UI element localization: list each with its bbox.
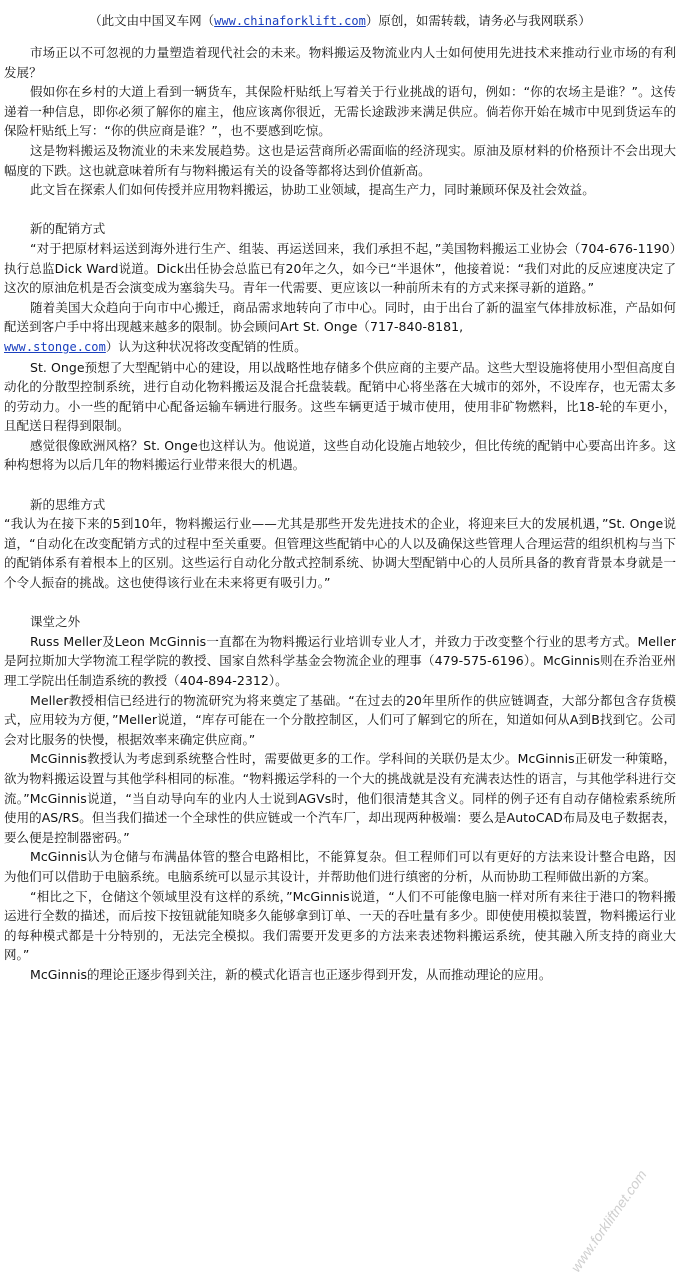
distribution-p2-after: ）认为这种状况将改变配销的性质。	[105, 338, 307, 354]
classroom-paragraph-1: Russ Meller及Leon McGinnis一直都在为物料搬运行业培训专业人才，并致力于改变整个行业的思考方式。Meller是阿拉斯加大学物流工程学院的教授、国家自然科学基金会物流企业的理事（479-575-6196）。McGinnis则在乔治亚州理工学院出任制造系统的教授（404-894-2312）。	[4, 633, 676, 688]
intro-paragraph-3: 这是物料搬运及物流业的未来发展趋势。这也是运营商所必需面临的经济现实。原油及原材料的价格预计不会出现大幅度的下跌。这也就意味着所有与物料搬运有关的设备等都将达到价值新高。	[4, 142, 676, 178]
section-heading-thinking: 新的思维方式	[30, 496, 106, 512]
intro-paragraph-2: 假如你在乡村的大道上看到一辆货车，其保险杆贴纸上写着关于行业挑战的语句，例如：“你的农场主是谁？”。这传递着一种信息，即你必须了解你的雇主，他应该离你很近，无需长途跋涉来满足供应。倘若你开始在城市中见到货运车的保险杆贴纸上写：“你的供应商是谁？”，也不要感到吃惊。	[4, 84, 676, 139]
classroom-paragraph-2: Meller教授相信已经进行的物流研究为将来奠定了基础。“在过去的20年里所作的供应链调查，大部分都包含存货模式，应用较为方便，”Meller说道，“库存可能在一个分散控制区，人们可了解到它的所在，知道如何从A到B找到它。公司会对比服务的快慢，根据效率来确定供应商。”	[4, 692, 676, 747]
thinking-paragraph-1: “我认为在接下来的5到10年，物料搬运行业——尤其是那些开发先进技术的企业，将迎来巨大的发展机遇，”St. Onge说道，“自动化在改变配销方式的过程中至关重要。但管理这些配销中心的人以及确保这些管理人合理运营的组织机构与当下的配销体系有着根本上的区别。这些运行自动化分散式控制系统、协调大型配销中心的人员所具备的教育背景本身就是一个令人振奋的挑战。这也使得该行业在未来将更有吸引力。”	[4, 516, 676, 591]
classroom-paragraph-5: “相比之下，仓储这个领域里没有这样的系统，”McGinnis说道，“人们不可能像电脑一样对所有来往于港口的物料搬运进行全数的描述，而后按下按钮就能知晓多久能够拿到订单、一天的吞吐量有多少。即使使用模拟装置，物料搬运行业的每种模式都是十分特别的，无法完全模拟。我们需要开发更多的方法来表述物料搬运系统，使其融入所支持的商业大网。”	[4, 888, 676, 963]
section-heading-classroom: 课堂之外	[30, 614, 81, 630]
distribution-paragraph-1: “对于把原材料运送到海外进行生产、组装、再运送回来，我们承担不起，”美国物料搬运工业协会（704-676-1190）执行总监Dick Ward说道。Dick出任协会总监已有20年之久，如今已“半退休”，他接着说：“我们对此的反应速度决定了这次的原油危机是否会演变成为塞翁失马。青年一代需要、更应该以一种前所未有的方式来探寻新的道路。”	[4, 240, 676, 296]
distribution-p2-before: 随着美国大众趋向于向市中心搬迁，商品需求地转向了市中心。同时，由于出台了新的温室气体排放标准，产品如何配送到客户手中将出现越来越多的限制。协会顾问Art St. Onge（717-840-8181,	[4, 299, 676, 335]
section-heading-distribution: 新的配销方式	[30, 221, 106, 237]
classroom-paragraph-3: McGinnis教授认为考虑到系统整合性时，需要做更多的工作。学科间的关联仍是太少。McGinnis正研发一种策略，欲为物料搬运设置与其他学科相同的标准。“物料搬运学科的一个大的挑战就是没有充满表达性的语言，与其他学科进行交流。”McGinnis说道，“当自动导向车的业内人士说到AGVs时，他们很清楚其含义。同样的例子还有自动存储检索系统所使用的AS/RS。但当我们描述一个全球性的供应链或一个汽车厂，却出现两种极端：要么是AutoCAD布局及电子数据表，要么便是控制器密码。”	[4, 751, 676, 845]
copyright-notice	[4, 11, 676, 31]
classroom-paragraph-6: McGinnis的理论正逐步得到关注，新的模式化语言也正逐步得到开发，从而推动理论的应用。	[30, 966, 552, 982]
distribution-paragraph-4: 感觉很像欧洲风格？St. Onge也这样认为。他说道，这些自动化设施占地较少，但比传统的配销中心要高出许多。这种构想将为以后几年的物料搬运行业带来很大的机遇。	[4, 437, 676, 473]
notice-prefix: （此文由中国叉车网（	[89, 13, 215, 28]
watermark: www.forkliftnet.com	[567, 1166, 650, 1275]
intro-paragraph-4: 此文旨在探索人们如何传授并应用物料搬运，协助工业领域，提高生产力，同时兼顾环保及社会效益。	[30, 182, 595, 198]
distribution-paragraph-3: St. Onge预想了大型配销中心的建设，用以战略性地存储多个供应商的主要产品。这些大型设施将使用小型但高度自动化的分散型控制系统，进行自动化物料搬运及混合托盘装载。配销中心将坐落在大城市的郊外，不设库存，也无需太多的劳动力。小一些的配销中心配备运输车辆进行服务。这些车辆更适于城市使用，使用非矿物燃料，比18-轮的车更小，且配送日程得到限制。	[4, 359, 676, 434]
distribution-paragraph-2	[4, 298, 676, 358]
intro-paragraph-1: 市场正以不可忽视的力量塑造着现代社会的未来。物料搬运及物流业内人士如何使用先进技术来推动行业市场的有利发展？	[4, 45, 676, 80]
classroom-paragraph-4: McGinnis认为仓储与布满晶体管的整合电路相比，不能算复杂。但工程师们可以有更好的方法来设计整合电路，因为他们可以借助于电脑系统。电脑系统可以显示其设计，并帮助他们进行缜密的分析，从而协助工程师做出新的方案。	[4, 849, 676, 884]
stonge-link[interactable]: www.stonge.com	[4, 339, 106, 354]
chinaforklift-link[interactable]: www.chinaforklift.com	[214, 14, 366, 28]
notice-suffix: ）原创，如需转载，请务必与我网联系）	[365, 13, 591, 28]
